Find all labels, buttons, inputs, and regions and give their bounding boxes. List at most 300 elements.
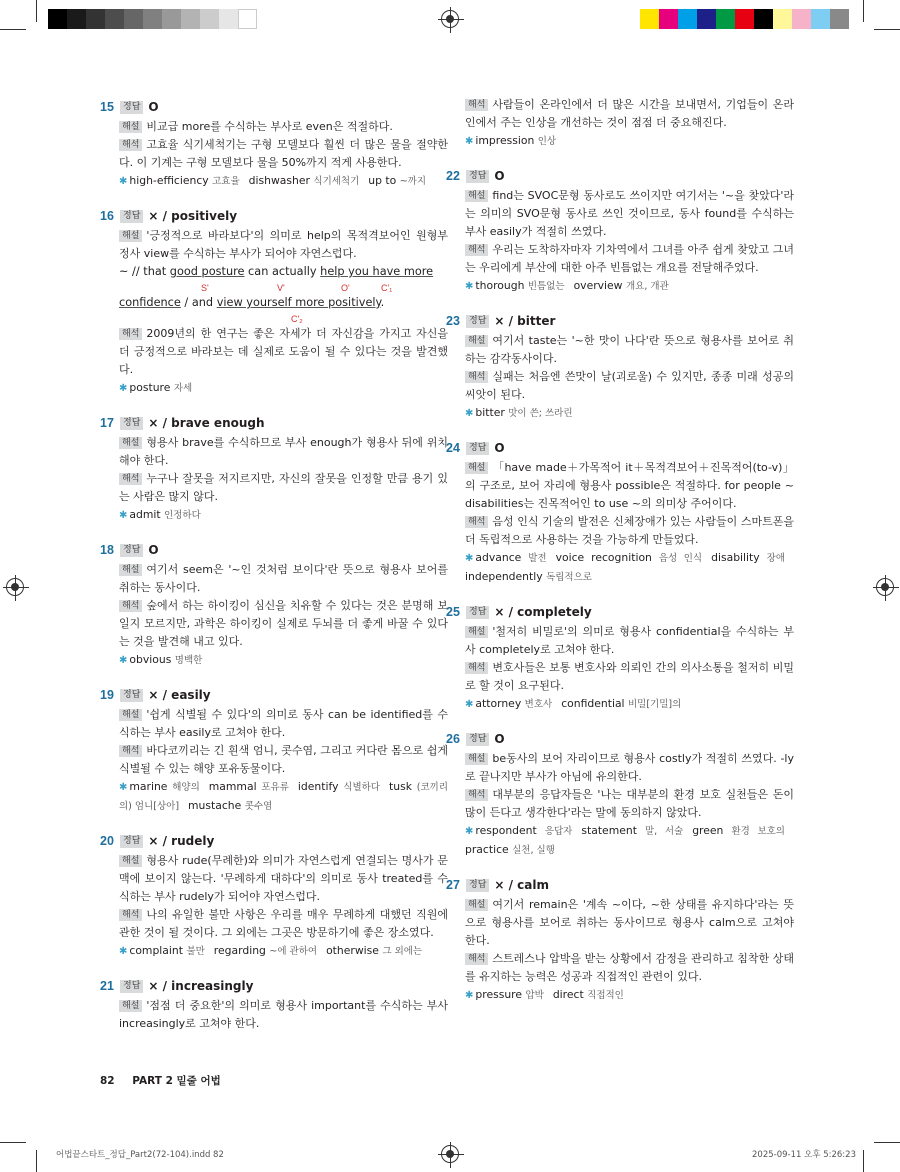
vocab-list [119,942,448,961]
answer-item [446,601,794,714]
vocab-en: overview [573,279,623,292]
line-text: 우리는 도착하자마자 기차역에서 그녀를 아주 쉽게 찾았고 그녀는 우리에게 부산에 대한 아주 빈틈없는 개요를 전달해주었다. [465,243,794,274]
complement-fragment: confidence [119,296,181,309]
process-color-bar [640,9,849,29]
vocab-list [465,695,794,714]
answer-item [100,96,448,191]
vocab-word [249,174,360,187]
vocab-kr: 변호사 [524,699,553,710]
item-body [100,118,448,191]
explanation-line [465,241,794,277]
verb-fragment: help [320,265,345,278]
answer-value: × / positively [148,209,238,223]
answer-tag: 정답 [120,101,143,114]
vocab-star-icon: ✱ [465,408,474,419]
registration-mark-top [441,10,459,28]
vocab-en: direct [552,988,584,1001]
vocab-star-icon: ✱ [465,990,474,1001]
vocab-en: mammal [208,780,257,793]
vocab-word [298,780,380,793]
item-body [100,706,448,816]
answer-item [100,975,448,1033]
line-label: 해설 [119,437,142,449]
crop-mark [36,0,37,22]
vocab-en: bitter [475,406,505,419]
answer-value: × / rudely [148,834,215,848]
vocab-en: identify [297,780,339,793]
vocab-kr: ~까지 [399,176,427,187]
process-swatch [830,9,849,29]
answer-item [100,205,448,398]
vocab-en: disability [711,551,760,564]
registration-mark-right [876,578,894,596]
answer-value: × / brave enough [148,416,265,430]
line-text: be동사의 보어 자리이므로 형용사 costly가 적절히 쓰였다. -ly로 끝나지만 부사가 아님에 유의한다. [465,752,794,783]
process-swatch [716,9,735,29]
vocab-word [581,824,683,837]
line-label: 해설 [119,230,142,242]
question-number: 25 [446,605,460,619]
vocab-word [553,988,624,1001]
vocab-en: voice recognition [555,551,652,564]
question-number: 27 [446,878,460,892]
item-header [100,539,448,561]
line-text: 여기서 seem은 '~인 것처럼 보이다'란 뜻으로 형용사 보어를 취하는 동사이다. [119,563,448,594]
line-text: 2009년의 한 연구는 좋은 자세가 더 자신감을 가지고 자신을 더 긍정적으로 바라보는 데 실제로 도움이 될 수 있다는 것을 발견했다. [119,327,448,376]
line-text: 여기서 remain은 '계속 ~이다, ~한 상태를 유지하다'라는 뜻으로 형용사를 보어로 취하는 동사이므로 형용사 calm으로 고쳐야 한다. [465,898,794,947]
explanation-line [465,659,794,695]
crop-mark [874,1142,900,1143]
vocab-en: admit [129,508,161,521]
explanation-line [119,118,448,136]
vocab-word [556,551,703,564]
vocab-kr: 빈틈없는 [527,281,565,292]
grammar-mark: V' [277,283,285,293]
explanation-line [119,470,448,506]
process-swatch [640,9,659,29]
vocab-kr: 식기세척기 [313,176,360,187]
answer-tag: 정답 [120,210,143,223]
explanation-line [119,742,448,778]
grammar-marks [119,312,448,325]
page-number: 82 [100,1075,115,1087]
line-text: 사람들이 온라인에서 더 많은 시간을 보내면서, 기업들이 온라인에서 주는 인상을 개선하는 것이 점점 더 중요해진다. [465,98,794,129]
vocab-star-icon: ✱ [119,782,128,793]
answer-value: × / completely [494,605,592,619]
explanation-line [465,896,794,950]
item-body [446,459,794,587]
line-text: 변호사들은 보통 변호사와 의뢰인 간의 의사소통을 철저히 비밀로 할 것이 요구된다. [465,661,794,692]
complement-fragment: view yourself more positively [216,296,381,309]
line-text: 대부분의 응답자들은 '나는 대부분의 환경 보호 실천들은 돈이 많이 든다고 생각한다'라는 말에 동의하지 않았다. [465,788,794,819]
vocab-en: attorney [475,697,522,710]
line-text: 「have made＋가목적어 it＋목적격보어＋진목적어(to-v)」의 구조로, 보어 자리에 형용사 possible은 적절하다. for people ~ disabilities는 진목적어인 to use ~의 의미상 주어이다. [465,461,794,510]
item-body [446,187,794,296]
answer-item [100,539,448,670]
object-fragment: you [344,265,373,278]
gray-swatch [105,9,124,29]
answer-tag: 정답 [466,442,489,455]
line-label: 해설 [465,899,488,911]
item-header [446,601,794,623]
explanation-line [465,786,794,822]
question-number: 26 [446,732,460,746]
vocab-word [465,843,555,856]
item-header [446,310,794,332]
vocab-word [574,279,669,292]
line-label: 해설 [119,564,142,576]
vocab-list [465,404,794,423]
item-header [100,830,448,852]
crop-mark [0,29,26,30]
subject-fragment: good posture [169,265,245,278]
crop-mark [36,1150,37,1172]
process-swatch [773,9,792,29]
analysis-fragment: ~ // that [119,265,170,278]
vocab-word [711,551,785,564]
vocab-word [465,570,592,583]
explanation-line [119,227,448,263]
line-text: 형용사 brave를 수식하므로 부사 enough가 형용사 뒤에 위치해야 한다. [119,436,448,467]
vocab-word [129,944,204,957]
vocab-star-icon: ✱ [465,281,474,292]
answer-item [100,684,448,816]
question-number: 16 [100,209,114,223]
vocab-en: tusk [389,780,412,793]
item-header [100,975,448,997]
date-slug: 2025-09-11 오후 5:26:23 [752,1150,856,1160]
grammar-mark: S' [201,283,209,293]
explanation-line [119,997,448,1033]
item-header [100,412,448,434]
line-text: find는 SVOC문형 동사로도 쓰이지만 여기서는 '~을 찾았다'라는 의미의 SVO문형 동사로 쓰인 것이므로, 동사 found를 수식하는 부사 easily가 적절히 쓰였다. [465,189,794,238]
line-label: 해석 [119,139,142,151]
explanation-line [119,434,448,470]
vocab-kr: 직접적인 [587,990,624,1001]
vocab-kr: 압박 [525,990,544,1001]
vocab-star-icon: ✱ [465,699,474,710]
vocab-list [119,778,448,816]
answer-value: × / bitter [494,314,556,328]
line-text: 스트레스나 압박을 받는 상황에서 감정을 관리하고 침착한 상태를 유지하는 능력은 성공과 직접적인 관련이 있다. [465,952,794,983]
line-label: 해석 [119,909,142,921]
line-label: 해설 [465,462,488,474]
file-slug: 어법끝스타트_정답_Part2(72-104).indd 82 [56,1150,224,1160]
grammar-mark: C'₁ [381,283,393,293]
line-label: 해석 [465,789,488,801]
explanation-line [465,623,794,659]
gray-swatch [238,9,257,29]
vocab-word [129,381,192,394]
vocab-star-icon: ✱ [465,553,474,564]
answer-item [446,874,794,1005]
grammar-mark: O' [341,283,350,293]
grammar-mark: C'₂ [291,314,303,324]
item-body [446,750,794,860]
vocab-word [129,174,239,187]
line-label: 해석 [119,328,142,340]
vocab-kr: 그 외에는 [382,946,423,957]
gray-swatch [181,9,200,29]
vocab-star-icon: ✱ [119,655,128,666]
sentence-analysis [119,263,448,325]
item-header [446,728,794,750]
line-label: 해설 [465,626,488,638]
line-text: '긍정적으로 바라보다'의 의미로 help의 목적격보어인 원형부정사 view를 수식하는 부사가 되어야 자연스럽다. [119,229,448,260]
vocab-list [465,822,794,860]
item-header [446,437,794,459]
process-swatch [678,9,697,29]
grammar-marks [119,281,448,294]
vocab-word [475,988,543,1001]
answer-value: O [494,441,505,455]
question-number: 15 [100,100,114,114]
vocab-kr: 불만 [186,946,205,957]
item-body [100,434,448,525]
process-swatch [811,9,830,29]
line-text: 숲에서 하는 하이킹이 심신을 치유할 수 있다는 것은 분명해 보일지 모르지만, 과학은 하이킹이 실제로 두뇌를 더 좋게 바꿀 수 있다는 것을 발견해 내고 있다. [119,599,448,648]
vocab-kr: ~에 관하여 [269,946,318,957]
process-swatch [697,9,716,29]
analysis-fragment: . [380,296,385,309]
vocab-en: posture [129,381,171,394]
answer-item [446,96,794,151]
vocab-en: high-efficiency [129,174,209,187]
right-column [446,96,794,1019]
question-number: 20 [100,834,114,848]
page-footer [100,1073,221,1088]
analysis-fragment: / and [180,296,217,309]
vocab-kr: 맛이 쓴; 쓰라린 [508,408,573,419]
vocab-star-icon: ✱ [465,826,474,837]
vocab-kr: 독립적으로 [546,572,592,583]
vocab-word [326,944,422,957]
vocab-word [214,944,317,957]
explanation-line [119,561,448,597]
vocab-kr: 해양의 [172,782,200,793]
complement-fragment: have more [372,265,434,278]
explanation-line [119,706,448,742]
line-label: 해석 [465,99,488,111]
answer-tag: 정답 [120,417,143,430]
answer-value: O [148,100,159,114]
vocab-en: marine [129,780,168,793]
explanation-line [465,187,794,241]
gray-swatch [124,9,143,29]
explanation-line [465,950,794,986]
gray-swatch [67,9,86,29]
item-body [100,561,448,670]
analysis-fragment: can actually [244,265,321,278]
vocab-en: statement [581,824,637,837]
vocab-kr: 포유류 [261,782,289,793]
vocab-word [475,134,556,147]
explanation-line [119,597,448,651]
vocab-en: obvious [129,653,172,666]
vocab-list [465,549,794,587]
item-header [100,684,448,706]
line-label: 해석 [119,600,142,612]
line-label: 해설 [465,335,488,347]
line-label: 해석 [465,244,488,256]
vocab-kr: 명백한 [174,655,203,666]
vocab-star-icon: ✱ [119,383,128,394]
vocab-kr: 말, 서술 [645,826,684,837]
answer-value: × / calm [494,878,550,892]
vocab-en: practice [465,843,509,856]
vocab-word [475,551,546,564]
answer-item [446,310,794,423]
crop-mark [0,1142,26,1143]
vocab-kr: 콧수염 [244,801,273,812]
item-body [100,852,448,961]
vocab-star-icon: ✱ [119,946,128,957]
vocab-star-icon: ✱ [119,510,128,521]
vocab-word [129,508,200,521]
line-label: 해설 [119,855,142,867]
vocab-list [465,986,794,1005]
left-column [100,96,448,1047]
line-text: 형용사 rude(무례한)와 의미가 자연스럽게 연결되는 명사가 문맥에 보이지 않는다. '무례하게 대하다'의 의미로 동사 treated를 수식하는 부사 rudely가 되어야 자연스럽다. [119,854,448,903]
vocab-star-icon: ✱ [119,176,128,187]
line-label: 해설 [119,709,142,721]
answer-item [446,728,794,860]
answer-tag: 정답 [120,980,143,993]
vocab-word [129,653,202,666]
gray-swatch [48,9,67,29]
gray-swatch [143,9,162,29]
explanation-line [465,459,794,513]
vocab-kr: 식별하다 [343,782,380,793]
vocab-word [475,279,564,292]
explanation-line [119,852,448,906]
vocab-kr: 개요, 개관 [625,281,669,292]
vocab-en: confidential [561,697,625,710]
item-body [446,332,794,423]
explanation-line [465,513,794,549]
line-label: 해석 [465,371,488,383]
vocab-kr: 고효율 [212,176,240,187]
vocab-list [119,651,448,670]
answer-item [100,412,448,525]
gray-swatch [86,9,105,29]
line-label: 해석 [119,745,142,757]
question-number: 24 [446,441,460,455]
answer-item [446,437,794,587]
explanation-line [465,750,794,786]
registration-mark-bottom [441,1145,459,1163]
line-text: '점점 더 중요한'의 의미로 형용사 important를 수식하는 부사 increasingly로 고쳐야 한다. [119,999,448,1030]
vocab-list [465,132,794,151]
explanation-line [119,136,448,172]
vocab-kr: 환경 보호의 [731,826,785,837]
item-header [100,205,448,227]
explanation-line [465,96,794,132]
vocab-word [692,824,785,837]
line-label: 해석 [119,473,142,485]
item-header [446,165,794,187]
vocab-word [209,780,289,793]
item-header [446,874,794,896]
answer-tag: 정답 [466,606,489,619]
question-number: 21 [100,979,114,993]
vocab-en: otherwise [326,944,379,957]
vocab-word [368,174,426,187]
vocab-word [475,406,572,419]
answer-value: O [148,543,159,557]
vocab-kr: 인정하다 [164,510,201,521]
item-header [100,96,448,118]
answer-tag: 정답 [120,689,143,702]
line-label: 해설 [119,121,142,133]
line-label: 해석 [465,662,488,674]
vocab-en: pressure [475,988,523,1001]
line-text: 여기서 taste는 '~한 맛이 나다'란 뜻으로 형용사를 보어로 취하는 감각동사이다. [465,334,794,365]
crop-mark [874,29,900,30]
answer-tag: 정답 [466,733,489,746]
line-label: 해설 [465,753,488,765]
answer-value: O [494,732,505,746]
part-title: PART 2 밑줄 어법 [132,1075,221,1087]
vocab-kr: (코끼리의) 엄니[상아] [119,782,449,812]
vocab-kr: 인상 [537,136,557,147]
vocab-en: green [692,824,724,837]
vocab-en: impression [475,134,535,147]
line-text: 누구나 잘못을 저지르지만, 자신의 잘못을 인정할 만큼 용기 있는 사람은 많지 않다. [119,472,448,503]
question-number: 22 [446,169,460,183]
question-number: 17 [100,416,114,430]
vocab-kr: 장애 [766,553,785,564]
line-text: 나의 유일한 불만 사항은 우리를 매우 무례하게 대했던 직원에 관한 것이 될 것이다. 그 외에는 그곳은 방문하기에 좋은 장소였다. [119,908,448,939]
vocab-kr: 발전 [528,553,547,564]
vocab-en: respondent [475,824,537,837]
vocab-word [129,780,199,793]
vocab-list [119,379,448,398]
answer-tag: 정답 [120,835,143,848]
answer-tag: 정답 [466,315,489,328]
vocab-star-icon: ✱ [465,136,474,147]
explanation-line [465,368,794,404]
vocab-en: up to [368,174,397,187]
question-number: 23 [446,314,460,328]
vocab-word [561,697,681,710]
gray-swatch [219,9,238,29]
vocab-word [188,799,272,812]
process-swatch [735,9,754,29]
vocab-kr: 자세 [173,383,193,394]
process-swatch [659,9,678,29]
crop-mark [863,0,864,22]
explanation-line [119,325,448,379]
line-label: 해석 [465,953,488,965]
vocab-kr: 비밀[기밀]의 [628,699,682,710]
answer-tag: 정답 [466,170,489,183]
line-text: 음성 인식 기술의 발전은 신체장애가 있는 사람들이 스마트폰을 더 독립적으로 사용하는 것을 가능하게 만들었다. [465,515,794,546]
vocab-en: complaint [129,944,183,957]
vocab-en: mustache [188,799,242,812]
line-text: 고효율 식기세척기는 구형 모델보다 훨씬 더 많은 물을 절약한다. 이 기계는 구형 모델보다 물을 50%까지 적게 사용한다. [119,138,448,169]
vocab-en: independently [465,570,543,583]
answer-value: O [494,169,505,183]
line-text: 비교급 more를 수식하는 부사로 even은 적절하다. [146,120,393,133]
line-text: 실패는 처음엔 쓴맛이 날(괴로울) 수 있지만, 종종 미래 성공의 씨앗이 된다. [465,370,794,401]
question-number: 19 [100,688,114,702]
crop-mark [863,1150,864,1172]
line-label: 해석 [465,516,488,528]
vocab-en: dishwasher [248,174,310,187]
explanation-line [119,906,448,942]
question-number: 18 [100,543,114,557]
